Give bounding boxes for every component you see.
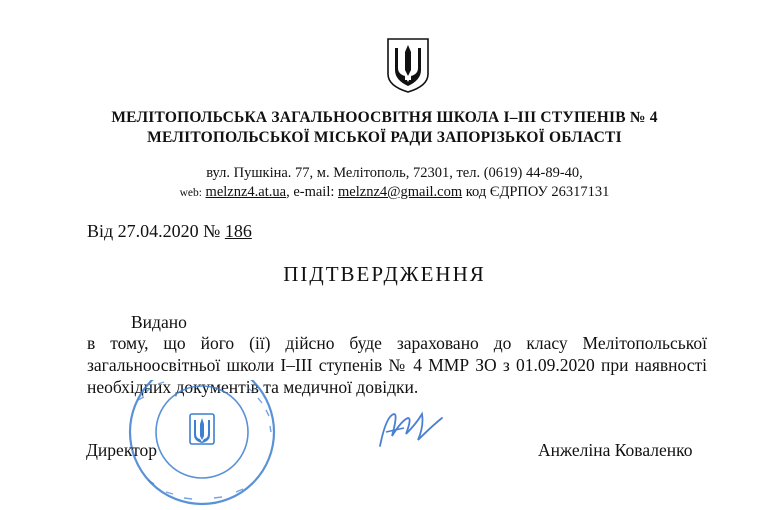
school-name-line1: МЕЛІТОПОЛЬСЬКА ЗАГАЛЬНООСВІТНЯ ШКОЛА І–ІІІ СТУПЕНІВ № 4 [111, 109, 658, 126]
edrpou-code: код ЄДРПОУ 26317131 [465, 184, 610, 200]
contacts-line [0, 184, 769, 201]
document-title: ПІДТВЕРДЖЕННЯ [283, 262, 486, 286]
director-signature [372, 406, 452, 456]
date-prefix: Від 27.04.2020 № [87, 221, 221, 241]
director-name: Анжеліна Коваленко [538, 440, 693, 460]
tryzub-emblem-icon [385, 36, 431, 94]
school-name-line2: МЕЛІТОПОЛЬСЬКОЇ МІСЬКОЇ РАДИ ЗАПОРІЗЬКОЇ ОБЛАСТІ [147, 129, 622, 146]
date-number-line [87, 221, 252, 242]
email-link[interactable]: melznz4@gmail.com [338, 184, 463, 200]
director-label: Директор [86, 440, 158, 460]
address-line: вул. Пушкіна. 77, м. Мелітополь, 72301, тел. (0619) 44-89-40, [206, 165, 583, 181]
email-label: , e-mail: [286, 184, 335, 200]
web-link[interactable]: melznz4.at.ua [205, 184, 287, 200]
confirmation-body: в тому, що його (ії) дійсно буде зараховано до класу Мелітопольської загальноосвітньої школи І–ІІІ ступенів № 4 ММР ЗО з 01.09.2020 при наявності необхідних документів та медичної довідки. [87, 333, 707, 397]
doc-number: 186 [224, 221, 252, 241]
web-label: web: [179, 187, 202, 199]
issued-label: Видано [131, 312, 187, 332]
